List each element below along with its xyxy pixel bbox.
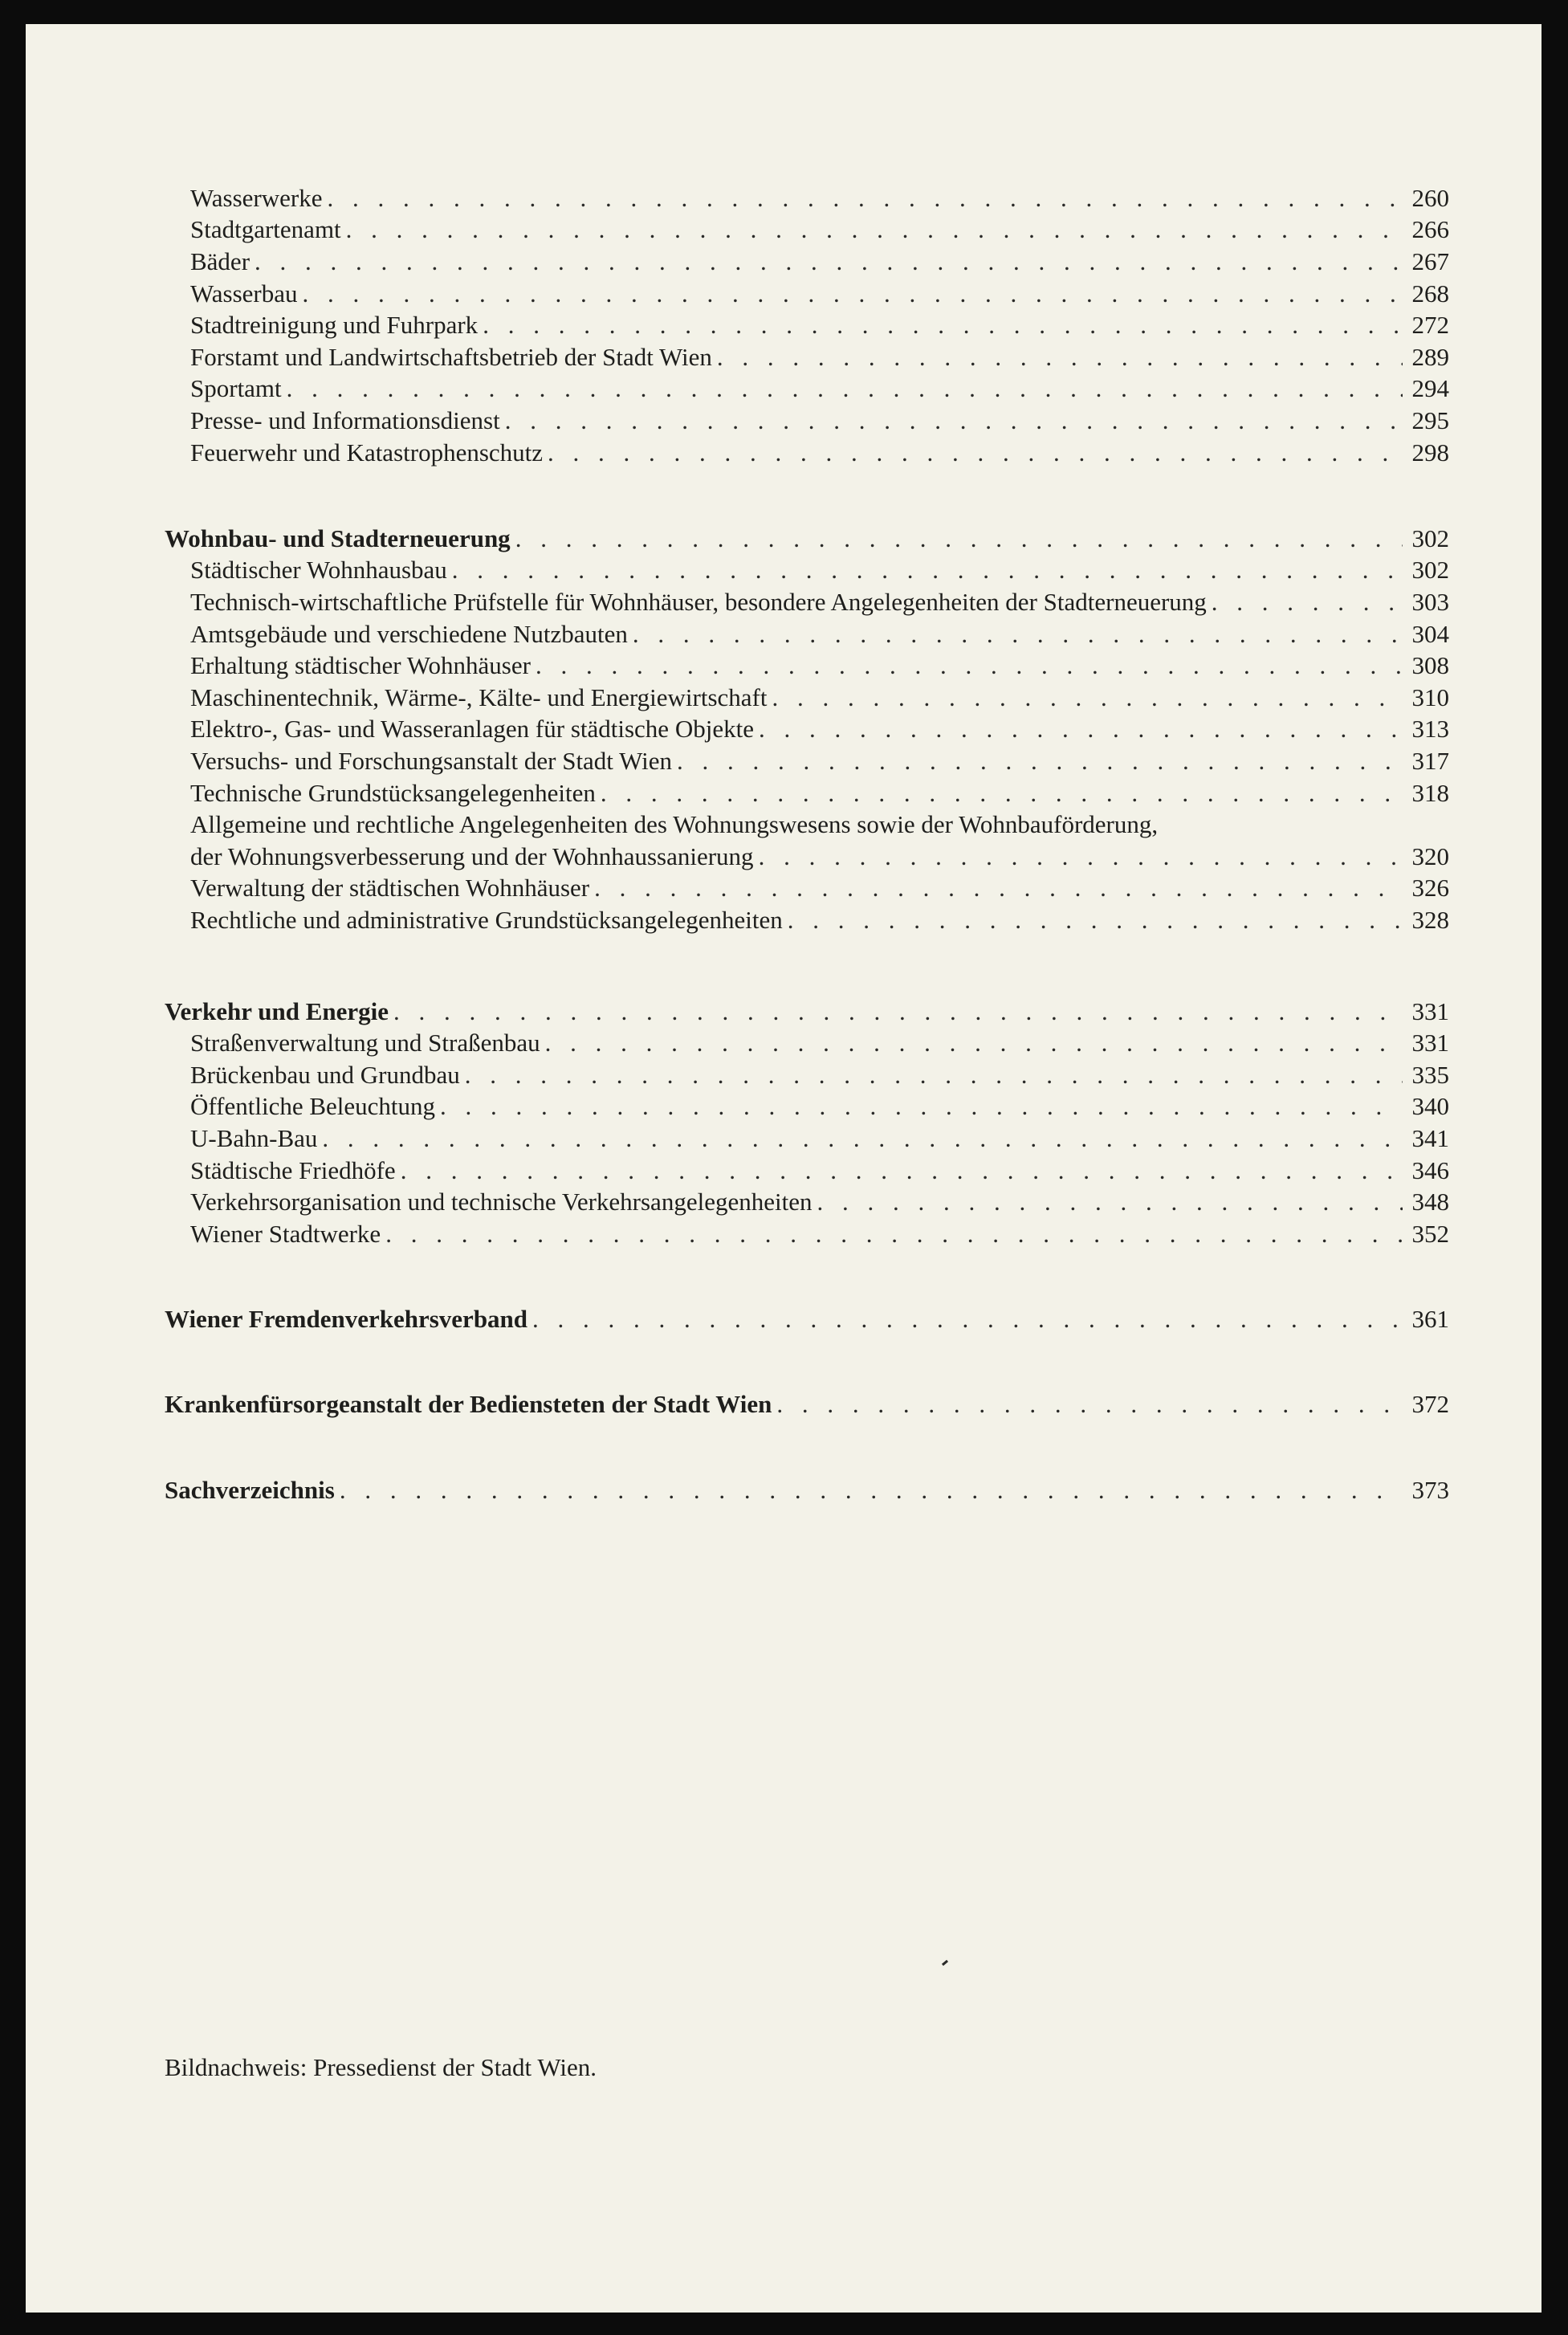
toc-page-number: 318 [1411,779,1449,807]
dot-leader [783,904,1403,936]
toc-entry-title: U-Bahn-Bau [190,1124,318,1152]
toc-entry [190,554,1449,586]
dot-leader [1207,586,1403,618]
toc-entry [190,341,1449,373]
toc-section-heading [165,1388,1449,1420]
dot-leader [672,745,1403,777]
toc-entry [190,405,1449,437]
toc-entry [190,309,1449,341]
dot-leader [596,777,1403,809]
dot-leader [335,1474,1403,1506]
toc-entry-title: Verkehr und Energie [165,997,389,1025]
dot-leader [389,996,1403,1028]
dot-leader [767,682,1403,714]
toc-entry-title: Straßenverwaltung und Straßenbau [190,1029,540,1057]
toc-entry-title: Technisch-wirtschaftliche Prüfstelle für Wohnhäuser, besondere Angelegenheiten der Stadterneuerung [190,588,1207,616]
toc-page-number: 340 [1411,1092,1449,1120]
toc-page-number: 302 [1411,524,1449,552]
toc-entry-title: Wasserbau [190,279,298,308]
dot-leader [478,309,1403,341]
toc-page-number: 313 [1411,715,1449,743]
dot-leader [322,182,1403,214]
toc-page-number: 352 [1411,1220,1449,1248]
dot-leader [589,872,1403,904]
toc-entry-title: der Wohnungsverbesserung und der Wohnhaussanierung [190,842,754,870]
toc-page-number: 348 [1411,1188,1449,1216]
dot-leader [435,1090,1403,1123]
toc-page-number: 361 [1411,1305,1449,1333]
toc-entry-title: Brückenbau und Grundbau [190,1061,460,1089]
toc-entry-title: Wiener Fremdenverkehrsverband [165,1305,528,1333]
toc-entry-title: Versuchs- und Forschungsanstalt der Stadt Wien [190,747,673,775]
toc-entry [190,1123,1449,1155]
toc-entry-title: Rechtliche und administrative Grundstücksangelegenheiten [190,906,783,934]
toc-entry [190,1186,1449,1218]
toc-entry [190,1027,1449,1059]
toc-entry [190,745,1449,777]
dot-leader [540,1027,1403,1059]
toc-page-number: 326 [1411,874,1449,902]
dot-leader [317,1123,1403,1155]
toc-entry-title: Wiener Stadtwerke [190,1220,381,1248]
toc-section-heading [165,996,1449,1028]
toc-section-heading [165,1303,1449,1335]
toc-entry [190,841,1449,873]
toc-entry-title: Elektro-, Gas- und Wasseranlagen für städtische Objekte [190,715,754,743]
toc-section-heading [165,1474,1449,1506]
toc-entry [190,182,1449,214]
toc-entry-title: Krankenfürsorgeanstalt der Bediensteten der Stadt Wien [165,1390,772,1418]
toc-entry [190,278,1449,310]
document-page [26,24,1542,2313]
dot-leader [341,214,1403,246]
toc-page-number: 260 [1411,184,1449,212]
toc-entry-title: Verkehrsorganisation und technische Verkehrsangelegenheiten [190,1188,813,1216]
dot-leader [381,1218,1403,1250]
toc-entry-title: Wasserwerke [190,184,323,212]
dot-leader [543,437,1403,469]
toc-page-number: 317 [1411,747,1449,775]
toc-entry [190,618,1449,650]
toc-entry-title: Stadtgartenamt [190,215,341,243]
toc-page-number: 335 [1411,1061,1449,1089]
dot-leader [527,1303,1403,1335]
toc-entry-title: Forstamt und Landwirtschaftsbetrieb der Stadt Wien [190,343,712,371]
toc-entry-title: Verwaltung der städtischen Wohnhäuser [190,874,590,902]
dot-leader [396,1155,1403,1187]
dot-leader [628,618,1403,650]
toc-entry-title: Städtische Friedhöfe [190,1156,396,1184]
toc-page-number: 331 [1411,997,1449,1025]
dot-leader [282,373,1403,405]
image-credit: Bildnachweis: Pressedienst der Stadt Wien. [165,2053,597,2081]
toc-entry-title: Amtsgebäude und verschiedene Nutzbauten [190,620,628,648]
toc-page-number: 268 [1411,279,1449,308]
dot-leader [812,1186,1403,1218]
toc-page-number: 331 [1411,1029,1449,1057]
toc-entry-title: Sachverzeichnis [165,1476,335,1504]
toc-entry-title: Feuerwehr und Katastrophenschutz [190,438,544,467]
toc-page-number: 308 [1411,651,1449,679]
toc-page-number: 302 [1411,556,1449,584]
toc-section-heading [165,523,1449,555]
toc-entry-title: Städtischer Wohnhausbau [190,556,447,584]
dot-leader [447,554,1403,586]
toc-entry [190,1218,1449,1250]
toc-entry-title: Stadtreinigung und Fuhrpark [190,311,479,339]
toc-page-number: 304 [1411,620,1449,648]
toc-entry-title: Öffentliche Beleuchtung [190,1092,436,1120]
toc-entry [190,904,1449,936]
toc-entry-title: Technische Grundstücksangelegenheiten [190,779,596,807]
toc-page-number: 341 [1411,1124,1449,1152]
toc-entry [190,586,1449,618]
toc-page-number: 289 [1411,343,1449,371]
toc-entry-title: Maschinentechnik, Wärme-, Kälte- und Energiewirtschaft [190,683,768,711]
toc-entry [190,1059,1449,1091]
toc-page-number: 272 [1411,311,1449,339]
toc-page-number: 373 [1411,1476,1449,1504]
toc-entry-title: Bäder [190,247,250,275]
dot-leader [500,405,1403,437]
toc-entry-title: Sportamt [190,374,282,402]
toc-entry-title: Erhaltung städtischer Wohnhäuser [190,651,531,679]
toc-entry [190,437,1449,469]
toc-entry [190,650,1449,682]
toc-page-number: 310 [1411,683,1449,711]
dot-leader [460,1059,1403,1091]
dot-leader [298,278,1403,310]
dot-leader [754,841,1403,873]
toc-entry [190,777,1449,809]
toc-page-number: 266 [1411,215,1449,243]
toc-page-number: 320 [1411,842,1449,870]
toc-entry [190,809,1449,841]
dot-leader [712,341,1403,373]
dot-leader [754,713,1403,745]
dot-leader [511,523,1403,555]
toc-entry [190,246,1449,278]
toc-entry-title: Allgemeine und rechtliche Angelegenheiten des Wohnungswesens sowie der Wohnbauförderung, [190,810,1159,838]
toc-entry [190,214,1449,246]
toc-page-number: 295 [1411,406,1449,434]
table-of-contents [26,24,1542,2313]
toc-page-number: 346 [1411,1156,1449,1184]
toc-entry-title: Presse- und Informationsdienst [190,406,500,434]
toc-entry [190,872,1449,904]
toc-entry [190,682,1449,714]
toc-page-number: 298 [1411,438,1449,467]
toc-entry-title: Wohnbau- und Stadterneuerung [165,524,511,552]
dot-leader [772,1388,1403,1420]
toc-page-number: 372 [1411,1390,1449,1418]
dot-leader [250,246,1403,278]
toc-page-number: 294 [1411,374,1449,402]
toc-entry [190,1155,1449,1187]
toc-page-number: 328 [1411,906,1449,934]
toc-entry [190,1090,1449,1123]
toc-entry [190,713,1449,745]
toc-page-number: 303 [1411,588,1449,616]
toc-page-number: 267 [1411,247,1449,275]
dot-leader [531,650,1403,682]
toc-entry [190,373,1449,405]
